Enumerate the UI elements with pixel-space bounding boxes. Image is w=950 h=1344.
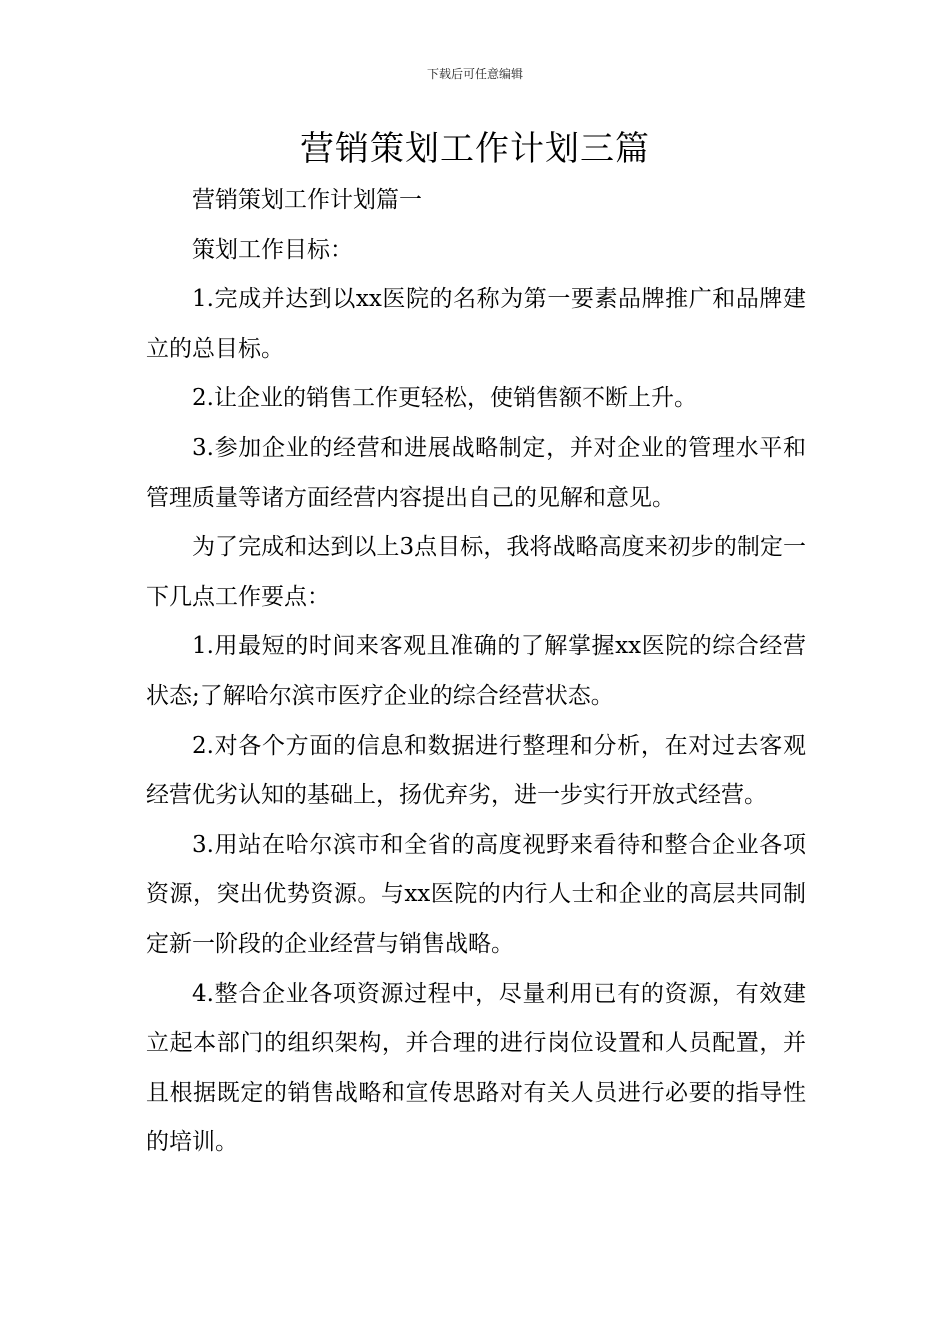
goal-item-1: 1.完成并达到以xx医院的名称为第一要素品牌推广和品牌建立的总目标。 [146, 286, 806, 362]
document-title: 营销策划工作计划三篇 [300, 129, 650, 169]
work-point-4: 4.整合企业各项资源过程中，尽量利用已有的资源，有效建立起本部门的组织架构，并合理的进行岗位设置和人员配置，并且根据既定的销售战略和宣传思路对有关人员进行必要的指导性的培训。 [146, 980, 806, 1156]
header-note: 下载后可任意编辑 [426, 67, 523, 81]
goals-heading: 策划工作目标： [192, 236, 353, 263]
document-body [146, 176, 806, 1168]
work-point-1: 1.用最短的时间来客观且准确的了解掌握xx医院的综合经营状态;了解哈尔滨市医疗企业的综合经营状态。 [146, 633, 806, 709]
goal-item-3: 3.参加企业的经营和进展战略制定，并对企业的管理水平和管理质量等诸方面经营内容提出自己的见解和意见。 [146, 434, 806, 511]
work-point-3: 3.用站在哈尔滨市和全省的高度视野来看待和整合企业各项资源，突出优势资源。与xx医院的内行人士和企业的高层共同制定新一阶段的企业经营与销售战略。 [146, 831, 806, 957]
work-points-intro: 为了完成和达到以上3点目标，我将战略高度来初步的制定一下几点工作要点： [146, 534, 806, 610]
work-point-2: 2.对各个方面的信息和数据进行整理和分析，在对过去客观经营优劣认知的基础上，扬优弃劣，进一步实行开放式经营。 [146, 732, 806, 809]
goal-item-2: 2.让企业的销售工作更轻松，使销售额不断上升。 [192, 385, 697, 412]
section-heading: 营销策划工作计划篇一 [192, 187, 422, 213]
